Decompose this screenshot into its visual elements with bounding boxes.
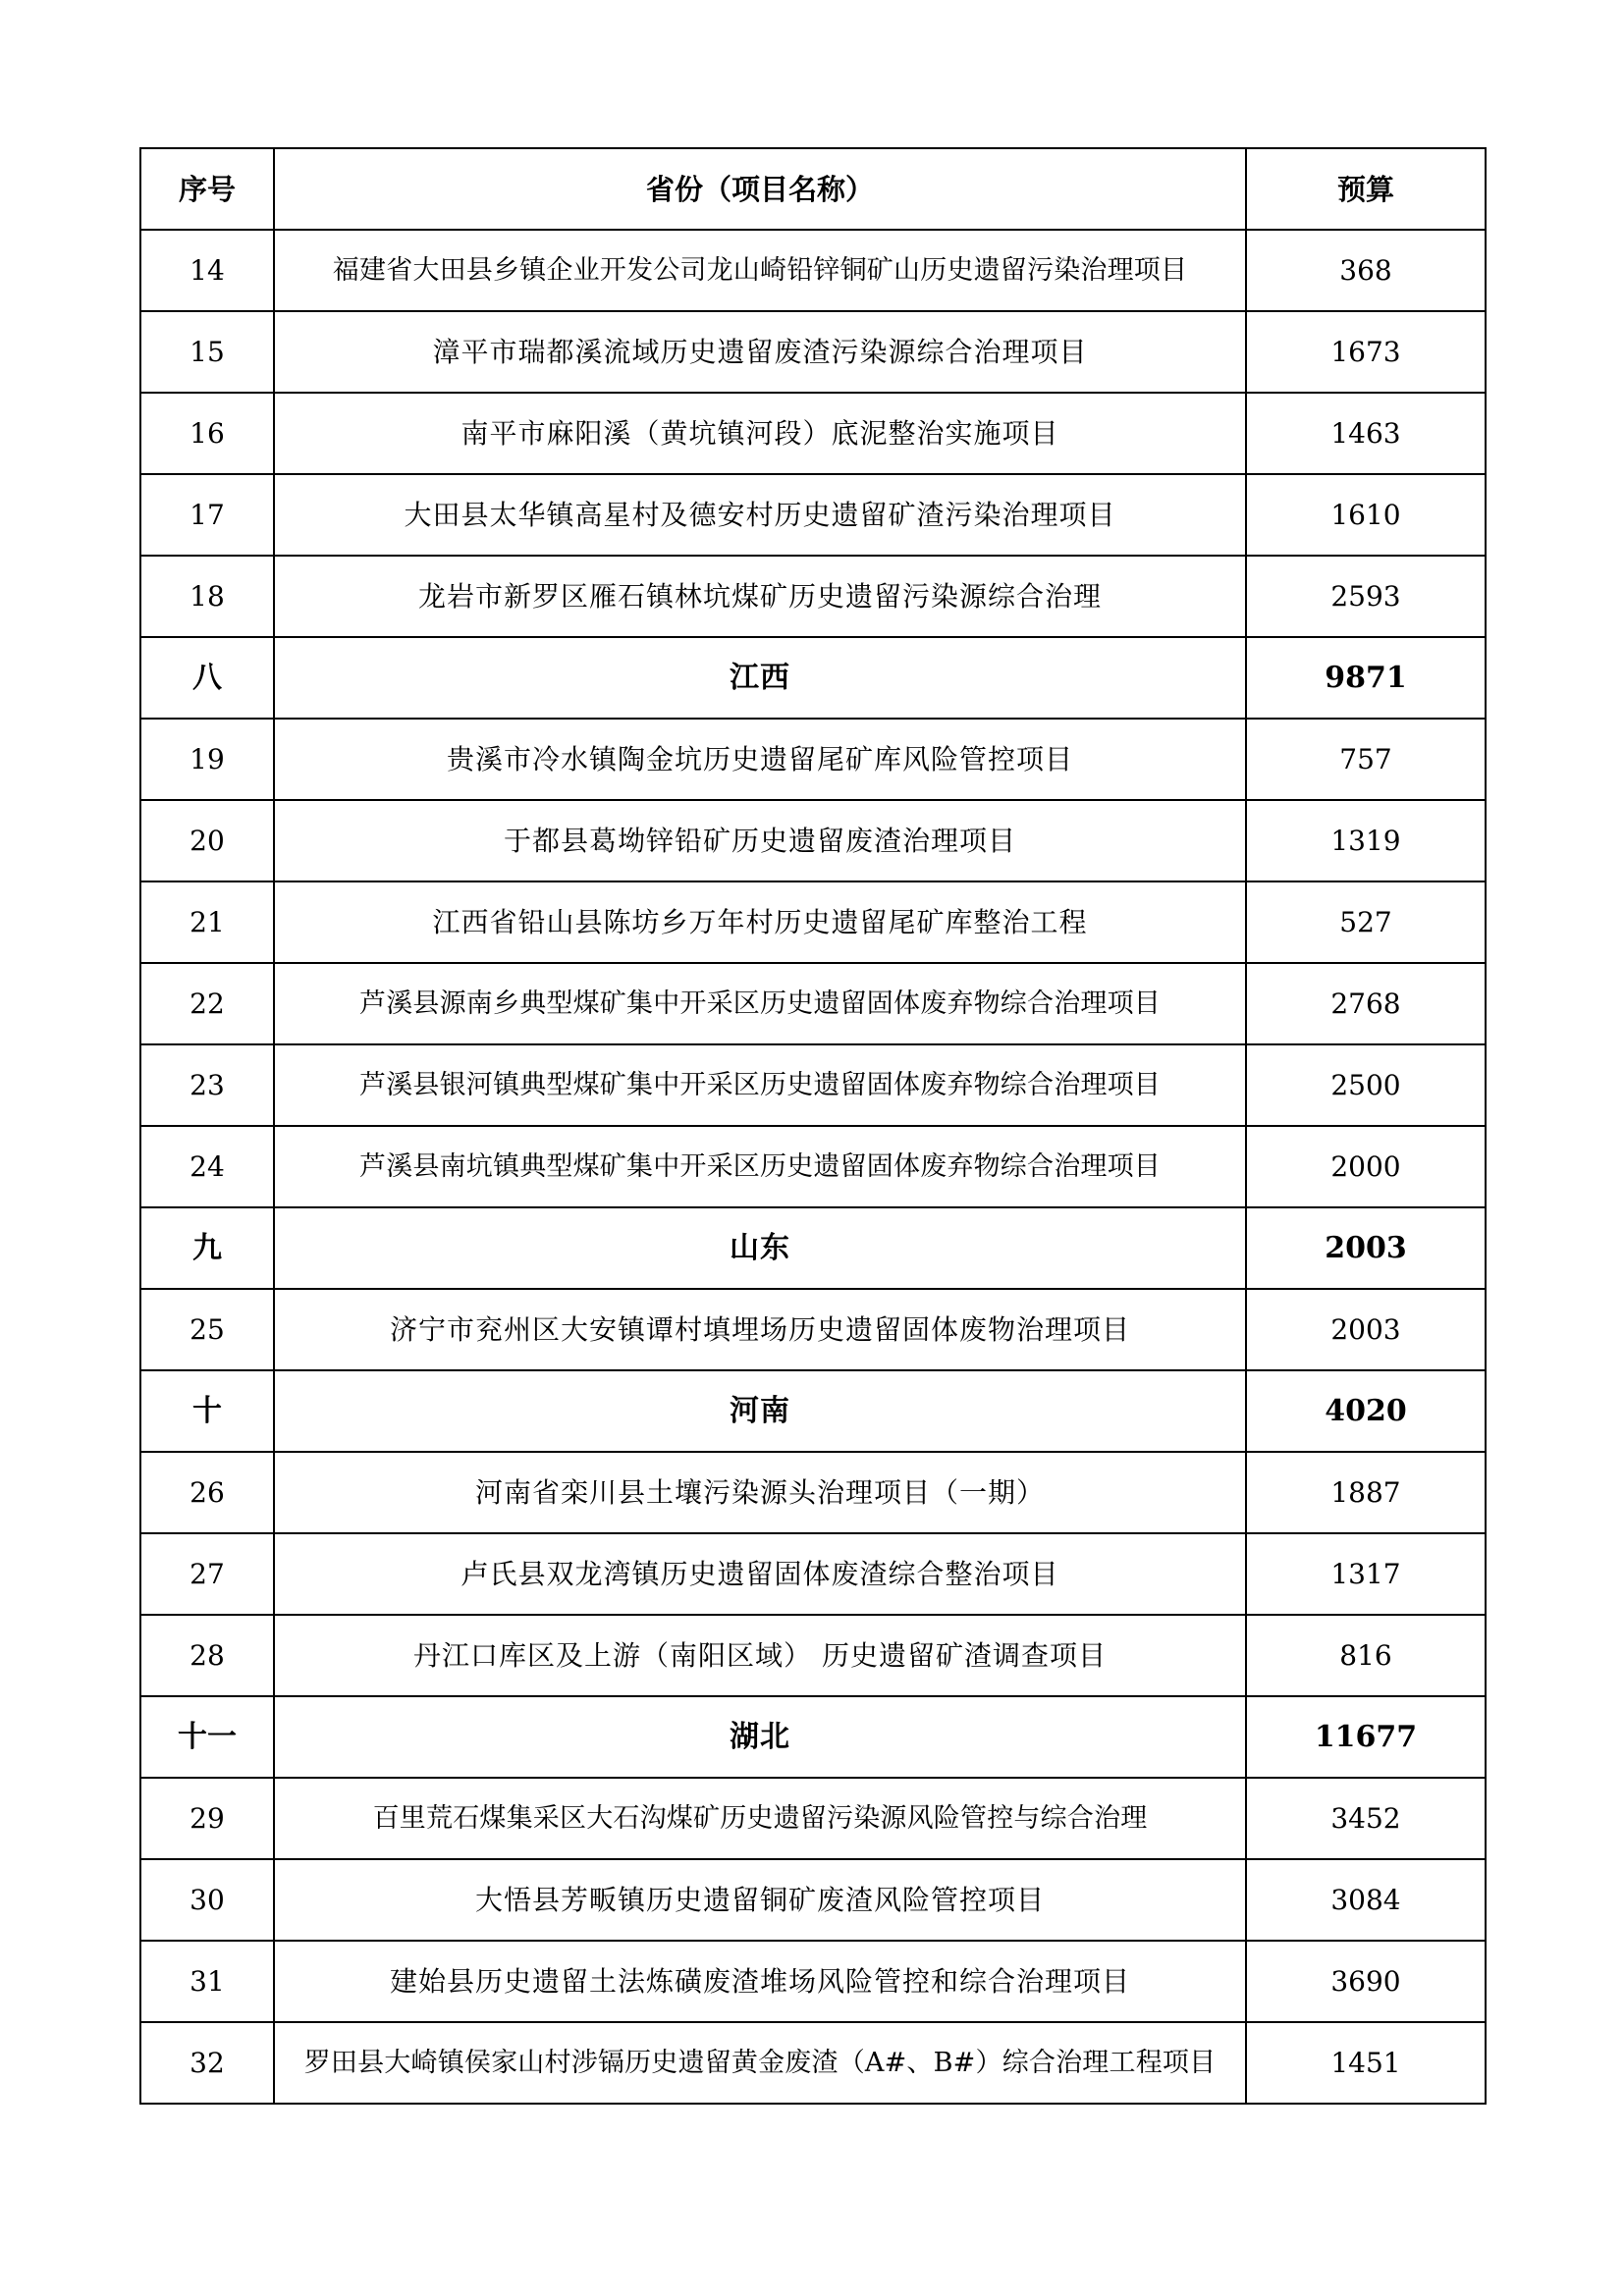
row-serial-number: 30	[140, 1859, 274, 1941]
table-row	[140, 2022, 1486, 2104]
row-project-name: 芦溪县南坑镇典型煤矿集中开采区历史遗留固体废弃物综合治理项目	[274, 1126, 1246, 1207]
row-budget: 2500	[1246, 1044, 1486, 1126]
row-project-name: 芦溪县银河镇典型煤矿集中开采区历史遗留固体废弃物综合治理项目	[274, 1044, 1246, 1126]
row-budget: 1319	[1246, 800, 1486, 881]
province-budget-total: 9871	[1246, 637, 1486, 719]
header-budget: 预算	[1246, 148, 1486, 230]
row-serial-number: 19	[140, 719, 274, 800]
row-budget: 757	[1246, 719, 1486, 800]
row-budget: 1610	[1246, 474, 1486, 556]
table-row	[140, 1452, 1486, 1533]
row-budget: 3690	[1246, 1941, 1486, 2022]
table-row	[140, 963, 1486, 1044]
row-budget: 1317	[1246, 1533, 1486, 1615]
province-number: 八	[140, 637, 274, 719]
row-project-name: 济宁市兖州区大安镇谭村填埋场历史遗留固体废物治理项目	[274, 1289, 1246, 1370]
row-project-name: 大悟县芳畈镇历史遗留铜矿废渣风险管控项目	[274, 1859, 1246, 1941]
row-project-name: 贵溪市冷水镇陶金坑历史遗留尾矿库风险管控项目	[274, 719, 1246, 800]
row-serial-number: 23	[140, 1044, 274, 1126]
row-budget: 1673	[1246, 311, 1486, 393]
province-budget-total: 11677	[1246, 1696, 1486, 1778]
province-budget-total: 4020	[1246, 1370, 1486, 1452]
row-serial-number: 32	[140, 2022, 274, 2104]
table-header-row	[140, 148, 1486, 230]
row-serial-number: 31	[140, 1941, 274, 2022]
row-project-name: 龙岩市新罗区雁石镇林坑煤矿历史遗留污染源综合治理	[274, 556, 1246, 637]
table-row	[140, 1289, 1486, 1370]
row-budget: 368	[1246, 230, 1486, 311]
row-serial-number: 16	[140, 393, 274, 474]
row-budget: 1463	[1246, 393, 1486, 474]
province-number: 九	[140, 1207, 274, 1289]
row-project-name: 江西省铅山县陈坊乡万年村历史遗留尾矿库整治工程	[274, 881, 1246, 963]
row-serial-number: 21	[140, 881, 274, 963]
row-budget: 2003	[1246, 1289, 1486, 1370]
row-budget: 816	[1246, 1615, 1486, 1696]
row-serial-number: 29	[140, 1778, 274, 1859]
row-budget: 3084	[1246, 1859, 1486, 1941]
province-name: 江西	[274, 637, 1246, 719]
table-row	[140, 1941, 1486, 2022]
province-row-henan	[140, 1370, 1486, 1452]
row-project-name: 福建省大田县乡镇企业开发公司龙山崎铅锌铜矿山历史遗留污染治理项目	[274, 230, 1246, 311]
row-serial-number: 22	[140, 963, 274, 1044]
row-project-name: 漳平市瑞都溪流域历史遗留废渣污染源综合治理项目	[274, 311, 1246, 393]
table-row	[140, 1533, 1486, 1615]
table-row	[140, 230, 1486, 311]
province-row-shandong	[140, 1207, 1486, 1289]
province-row-hubei	[140, 1696, 1486, 1778]
row-serial-number: 24	[140, 1126, 274, 1207]
table-row	[140, 1126, 1486, 1207]
row-budget: 1451	[1246, 2022, 1486, 2104]
table-row	[140, 556, 1486, 637]
table-row	[140, 800, 1486, 881]
row-serial-number: 28	[140, 1615, 274, 1696]
row-project-name: 罗田县大崎镇侯家山村涉镉历史遗留黄金废渣（A#、B#）综合治理工程项目	[274, 2022, 1246, 2104]
row-project-name: 河南省栾川县土壤污染源头治理项目（一期）	[274, 1452, 1246, 1533]
header-project-name: 省份（项目名称）	[274, 148, 1246, 230]
row-project-name: 建始县历史遗留土法炼磺废渣堆场风险管控和综合治理项目	[274, 1941, 1246, 2022]
table-row	[140, 393, 1486, 474]
row-project-name: 南平市麻阳溪（黄坑镇河段）底泥整治实施项目	[274, 393, 1246, 474]
province-row-jiangxi	[140, 637, 1486, 719]
row-budget: 2768	[1246, 963, 1486, 1044]
row-budget: 2593	[1246, 556, 1486, 637]
row-serial-number: 27	[140, 1533, 274, 1615]
header-serial-number: 序号	[140, 148, 274, 230]
province-name: 山东	[274, 1207, 1246, 1289]
table-row	[140, 1859, 1486, 1941]
row-budget: 527	[1246, 881, 1486, 963]
table-row	[140, 311, 1486, 393]
row-project-name: 丹江口库区及上游（南阳区域） 历史遗留矿渣调查项目	[274, 1615, 1246, 1696]
row-serial-number: 20	[140, 800, 274, 881]
row-project-name: 卢氏县双龙湾镇历史遗留固体废渣综合整治项目	[274, 1533, 1246, 1615]
row-serial-number: 15	[140, 311, 274, 393]
row-serial-number: 18	[140, 556, 274, 637]
province-name: 湖北	[274, 1696, 1246, 1778]
row-serial-number: 17	[140, 474, 274, 556]
table-row	[140, 1778, 1486, 1859]
row-budget: 3452	[1246, 1778, 1486, 1859]
row-budget: 1887	[1246, 1452, 1486, 1533]
budget-table	[139, 147, 1487, 2105]
province-number: 十一	[140, 1696, 274, 1778]
row-project-name: 大田县太华镇高星村及德安村历史遗留矿渣污染治理项目	[274, 474, 1246, 556]
row-serial-number: 26	[140, 1452, 274, 1533]
row-budget: 2000	[1246, 1126, 1486, 1207]
province-number: 十	[140, 1370, 274, 1452]
table-row	[140, 1615, 1486, 1696]
row-serial-number: 14	[140, 230, 274, 311]
row-project-name: 芦溪县源南乡典型煤矿集中开采区历史遗留固体废弃物综合治理项目	[274, 963, 1246, 1044]
row-serial-number: 25	[140, 1289, 274, 1370]
table-row	[140, 1044, 1486, 1126]
province-name: 河南	[274, 1370, 1246, 1452]
row-project-name: 于都县葛坳锌铅矿历史遗留废渣治理项目	[274, 800, 1246, 881]
table-row	[140, 719, 1486, 800]
table-row	[140, 881, 1486, 963]
row-project-name: 百里荒石煤集采区大石沟煤矿历史遗留污染源风险管控与综合治理	[274, 1778, 1246, 1859]
province-budget-total: 2003	[1246, 1207, 1486, 1289]
table-row	[140, 474, 1486, 556]
